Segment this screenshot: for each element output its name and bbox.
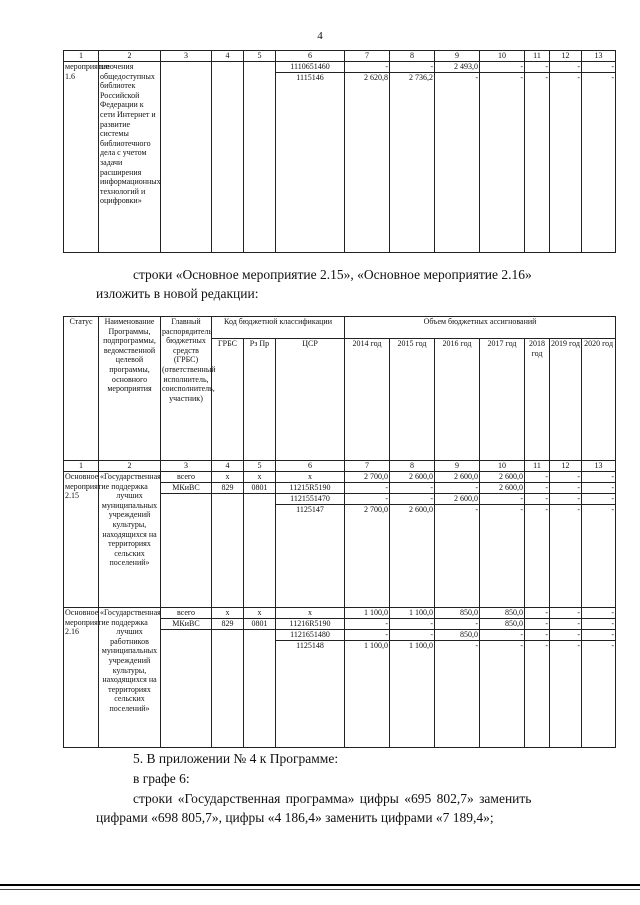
cell-value: 1 100,0 [390,641,435,748]
cell-rzpr: 0801 [244,483,276,494]
cell-rzpr [244,630,276,641]
cell-value: - [582,641,616,748]
cell-value: - [525,619,550,630]
row-name: ключения общедоступных библиотек Российской Федерации к сети Интернет и развитие системы библиотечного дела с учетом задачи расширения информационных технологий и оцифровки» [99,62,161,253]
column-number: 9 [435,461,480,472]
column-number: 6 [276,51,345,62]
cell-csr: 1125147 [276,505,345,608]
header-name: Наименование Программы, подпрограммы, ведомственной целевой программы, основного мероприятия [99,317,161,461]
cell-value: 1 100,0 [345,608,390,619]
column-number: 2 [99,51,161,62]
table-row [64,62,616,73]
cell-value: - [435,73,480,253]
column-number: 5 [244,51,276,62]
header-year: 2020 год [582,339,616,461]
column-number: 12 [550,461,582,472]
cell-value: 2 700,0 [345,505,390,608]
cell-rzpr [244,505,276,608]
table-row [64,472,616,483]
header-year: 2014 год [345,339,390,461]
cell-value: - [390,62,435,73]
column-number: 5 [244,461,276,472]
cell-rzpr [244,641,276,748]
cell-value: - [550,608,582,619]
cell-value: - [435,483,480,494]
header-rzpr: Рз Пр [244,339,276,461]
cell-value: 2 493,0 [435,62,480,73]
cell-value: - [435,505,480,608]
column-number: 11 [525,51,550,62]
column-number: 4 [212,461,244,472]
cell-value: - [345,494,390,505]
cell-value: - [345,619,390,630]
column-number: 10 [480,461,525,472]
cell-value: - [525,62,550,73]
cell-value: 2 600,0 [435,472,480,483]
cell-csr: х [276,472,345,483]
cell-grbs: 829 [212,483,244,494]
cell-value: - [390,619,435,630]
column-number: 3 [161,51,212,62]
bottom-rule [0,884,640,886]
cell-value: - [480,62,525,73]
cell-value: - [582,62,616,73]
cell-grbs: х [212,608,244,619]
row-name: «Государственная поддержка лучших муниципальных учреждений культуры, находящихся на территориях сельских поселений» [99,472,161,608]
column-number: 7 [345,51,390,62]
cell-grbs: х [212,472,244,483]
header-grbs: ГРБС [212,339,244,461]
cell-value: - [480,73,525,253]
cell-value: - [480,505,525,608]
cell-value: - [525,505,550,608]
cell-grbs [212,494,244,505]
cell-rzpr [244,62,276,253]
column-number: 13 [582,51,616,62]
column-number: 4 [212,51,244,62]
header-numbers-row [64,461,616,472]
row-status: мероприятие 1.6 [64,62,99,253]
cell-value: - [480,494,525,505]
cell-grbs-main [161,630,212,641]
cell-rzpr: х [244,472,276,483]
cell-value: 850,0 [435,608,480,619]
cell-value: - [550,62,582,73]
cell-grbs-main [161,505,212,608]
cell-value: - [550,505,582,608]
cell-rzpr: х [244,608,276,619]
cell-value: 2 620,8 [345,73,390,253]
continuation-table [63,50,616,253]
cell-value: 850,0 [480,619,525,630]
column-number: 9 [435,51,480,62]
column-number: 12 [550,51,582,62]
budget-table [63,316,616,748]
cell-grbs-main: МКиВС [161,483,212,494]
cell-value: - [525,608,550,619]
bottom-rule-thin [0,889,640,890]
cell-value: - [582,608,616,619]
cell-value: - [435,619,480,630]
cell-value: 2 736,2 [390,73,435,253]
cell-value: 2 700,0 [345,472,390,483]
header-code-group: Код бюджетной классификации [212,317,345,339]
cell-rzpr: 0801 [244,619,276,630]
cell-csr: 11215R5190 [276,483,345,494]
cell-value: - [525,494,550,505]
paragraph-appendix-line2: в графе 6: [133,771,190,786]
cell-value: - [525,483,550,494]
cell-value: - [480,630,525,641]
cell-csr: 1121651480 [276,630,345,641]
table-row [64,608,616,619]
cell-value: - [550,641,582,748]
cell-grbs-main [161,641,212,748]
cell-value: - [525,73,550,253]
cell-csr: х [276,608,345,619]
page-number: 4 [317,30,323,42]
header-status: Статус [64,317,99,461]
cell-value: - [390,483,435,494]
cell-value: - [550,472,582,483]
cell-value: - [480,641,525,748]
cell-value: 850,0 [435,630,480,641]
column-number: 8 [390,51,435,62]
cell-value: - [582,630,616,641]
header-year: 2015 год [390,339,435,461]
cell-csr: 1121551470 [276,494,345,505]
cell-value: - [550,619,582,630]
cell-value: - [550,483,582,494]
cell-value: 1 100,0 [345,641,390,748]
cell-grbs-main [161,62,212,253]
header-grbs-main: Главный распорядитель бюджетных средств (ГРБС) (ответственный исполнитель, соисполнитель, участник) [161,317,212,461]
header-volume-group: Объем бюджетных ассигнований [345,317,616,339]
cell-value: - [582,483,616,494]
cell-value: - [435,641,480,748]
cell-value: - [582,472,616,483]
paragraph-appendix-line3: строки «Государственная программа» цифры «695 802,7» заменить [133,791,532,806]
cell-value: - [550,494,582,505]
cell-value: - [525,472,550,483]
column-number: 7 [345,461,390,472]
cell-value: - [390,630,435,641]
cell-value: 2 600,0 [390,505,435,608]
cell-value: 2 600,0 [435,494,480,505]
paragraph-intro-line2: изложить в новой редакции: [96,286,259,301]
header-year: 2019 год [550,339,582,461]
cell-value: - [550,73,582,253]
row-status: Основное мероприятие 2.15 [64,472,99,608]
cell-value: - [582,619,616,630]
cell-value: - [345,483,390,494]
column-number: 10 [480,51,525,62]
cell-grbs-main [161,494,212,505]
cell-grbs [212,62,244,253]
cell-value: - [582,505,616,608]
paragraph-appendix-line4: цифрами «698 805,7», цифры «4 186,4» заменить цифрами «7 189,4»; [96,810,494,825]
cell-rzpr [244,494,276,505]
cell-value: 2 600,0 [390,472,435,483]
cell-csr: 1125148 [276,641,345,748]
row-name: «Государственная поддержка лучших работников муниципальных учреждений культуры, находящихся на территориях сельских поселений» [99,608,161,748]
column-number: 6 [276,461,345,472]
cell-value: - [390,494,435,505]
header-year: 2018 год [525,339,550,461]
cell-grbs-main: всего [161,608,212,619]
cell-csr: 1115146 [276,73,345,253]
column-number: 8 [390,461,435,472]
column-number: 11 [525,461,550,472]
cell-value: - [345,62,390,73]
column-number: 1 [64,461,99,472]
cell-grbs: 829 [212,619,244,630]
header-year: 2016 год [435,339,480,461]
header-numbers-row [64,51,616,62]
cell-csr: 1110651460 [276,62,345,73]
cell-value: - [525,641,550,748]
column-number: 3 [161,461,212,472]
cell-value: - [345,630,390,641]
paragraph-intro-line1: строки «Основное мероприятие 2.15», «Основное мероприятие 2.16» [133,267,532,282]
cell-grbs [212,641,244,748]
cell-grbs [212,630,244,641]
cell-value: - [582,73,616,253]
cell-value: 1 100,0 [390,608,435,619]
column-number: 2 [99,461,161,472]
cell-value: - [582,494,616,505]
cell-grbs [212,505,244,608]
paragraph-appendix-line1: 5. В приложении № 4 к Программе: [133,751,339,766]
cell-value: 850,0 [480,608,525,619]
cell-value: 2 600,0 [480,472,525,483]
header-year: 2017 год [480,339,525,461]
cell-csr: 11216R5190 [276,619,345,630]
cell-value: - [525,630,550,641]
header-csr: ЦСР [276,339,345,461]
column-number: 1 [64,51,99,62]
cell-grbs-main: всего [161,472,212,483]
cell-value: - [550,630,582,641]
row-status: Основное мероприятие 2.16 [64,608,99,748]
cell-value: 2 600,0 [480,483,525,494]
column-number: 13 [582,461,616,472]
cell-grbs-main: МКиВС [161,619,212,630]
